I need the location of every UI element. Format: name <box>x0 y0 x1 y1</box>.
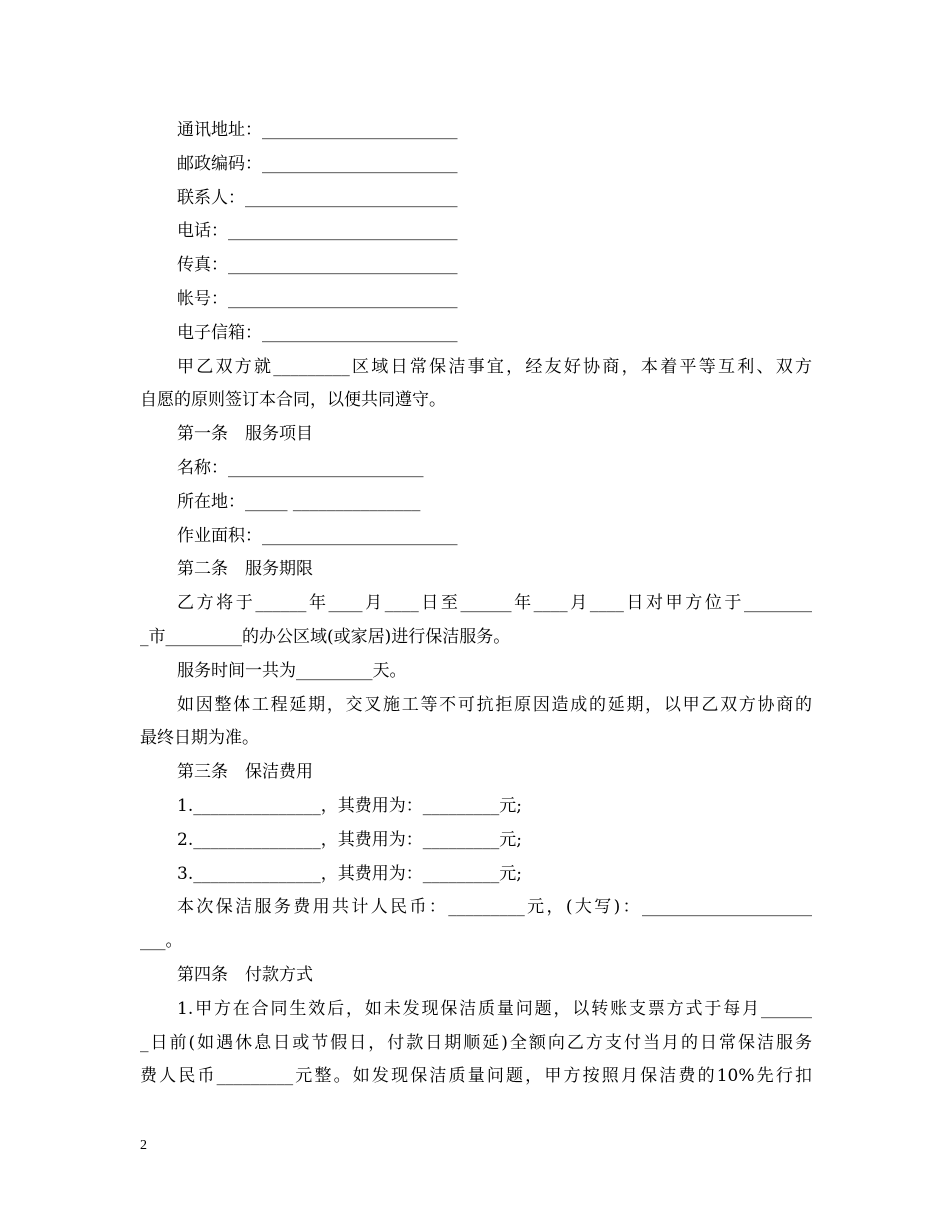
paragraph-line: 如因整体工程延期，交叉施工等不可抗拒原因造成的延期，以甲乙双方协商的 <box>177 694 812 715</box>
section-heading: 第一条 服务项目 <box>177 424 313 445</box>
text-line: 电话：___________________________ <box>177 221 458 242</box>
text-line: 帐号：___________________________ <box>177 288 458 309</box>
page-number: 2 <box>140 1138 147 1153</box>
text-line: 名称：_______________________ <box>177 457 424 478</box>
text-line: 联系人：_________________________ <box>177 187 458 208</box>
paragraph-line: _市_________的办公区域(或家居)进行保洁服务。 <box>140 626 511 647</box>
paragraph-line: 费人民币_________元整。如发现保洁质量问题，甲方按照月保洁费的10%先行扣 <box>140 1066 812 1087</box>
document-body <box>140 114 812 1094</box>
paragraph-line: 乙方将于______年____月____日至______年____月____日对甲方位于________ <box>177 593 812 614</box>
paragraph-line: 最终日期为准。 <box>140 728 259 749</box>
paragraph-line: _日前(如遇休息日或节假日，付款日期顺延)全额向乙方支付当月的日常保洁服务 <box>140 1032 812 1053</box>
fee-item: 2._______________，其费用为：_________元; <box>177 829 522 850</box>
section-heading: 第四条 付款方式 <box>177 964 313 985</box>
text-line: 传真：___________________________ <box>177 255 458 276</box>
text-line: 通讯地址：_______________________ <box>177 120 458 140</box>
paragraph-line: 1.甲方在合同生效后，如未发现保洁质量问题，以转账支票方式于每月______ <box>177 998 812 1019</box>
paragraph-line: ___。 <box>140 931 183 952</box>
fee-item: 3._______________，其费用为：_________元; <box>177 863 522 884</box>
paragraph-line: 甲乙双方就_________区域日常保洁事宜，经友好协商，本着平等互利、双方 <box>177 356 812 377</box>
fee-item: 1._______________，其费用为：_________元; <box>177 795 522 816</box>
text-line: 邮政编码：_______________________ <box>177 153 458 174</box>
text-line: 电子信箱：_______________________ <box>177 322 458 343</box>
paragraph-line: 自愿的原则签订本合同，以便共同遵守。 <box>140 390 446 411</box>
text-line: 所在地：_____ _______________ <box>177 491 421 512</box>
paragraph-line: 本次保洁服务费用共计人民币：_________元，(大写)：____________________ <box>177 897 812 918</box>
section-heading: 第二条 服务期限 <box>177 559 313 580</box>
text-line: 作业面积：_______________________ <box>177 525 458 546</box>
section-heading: 第三条 保洁费用 <box>177 762 313 783</box>
text-line: 服务时间一共为_________天。 <box>177 660 407 681</box>
